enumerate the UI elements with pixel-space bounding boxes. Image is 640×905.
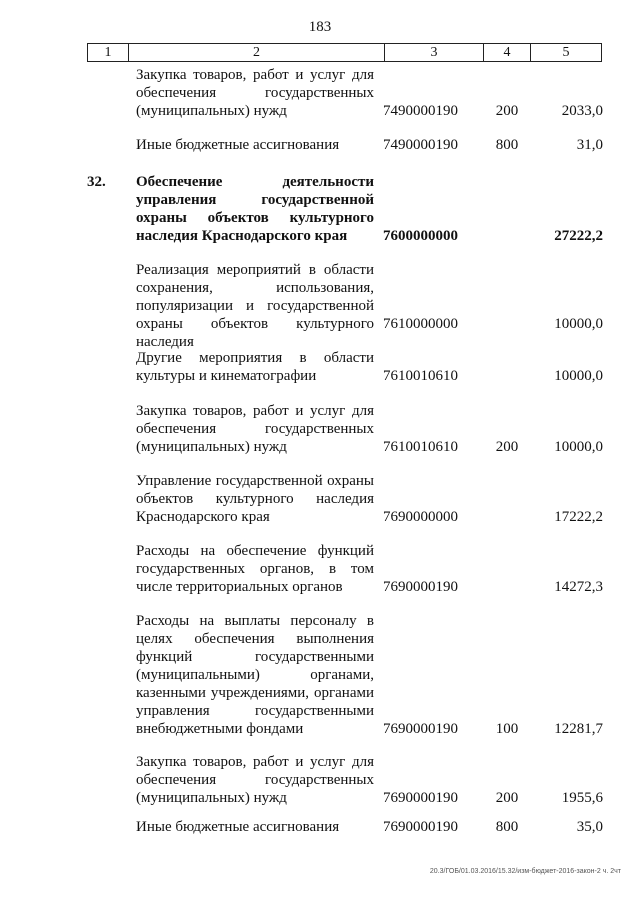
header-col-5: 5 — [531, 44, 602, 62]
row-name: Иные бюджетные ассигнования — [136, 819, 340, 835]
row-csr: 7610000000 — [383, 316, 458, 332]
row-vr: 200 — [495, 439, 519, 455]
row-vr: 200 — [495, 103, 519, 119]
row-sum: 10000,0 — [554, 368, 603, 384]
row-sum: 2033,0 — [561, 103, 603, 119]
document-footer: 20.3/ГОБ/01.03.2016/15.32/изм-бюджет-2016-закон-2 ч. 2чт — [429, 868, 621, 875]
page-number: 183 — [308, 19, 332, 35]
row-csr: 7490000190 — [383, 103, 458, 119]
row-vr: 800 — [495, 819, 519, 835]
row-name: Иные бюджетные ассигнования — [136, 137, 340, 153]
row-csr: 7690000190 — [383, 721, 458, 737]
row-sum: 1955,6 — [561, 790, 603, 806]
column-header-row — [87, 43, 602, 62]
row-sum: 31,0 — [576, 137, 603, 153]
header-col-4: 4 — [484, 44, 531, 62]
row-sum: 10000,0 — [554, 439, 603, 455]
row-csr: 7490000190 — [383, 137, 458, 153]
row-vr: 200 — [495, 790, 519, 806]
row-csr: 7690000000 — [383, 509, 458, 525]
row-name: Закупка товаров, работ и услуг для обеспечения государственных (муниципальных) нужд — [136, 67, 374, 119]
row-sum: 17222,2 — [554, 509, 603, 525]
row-sum: 12281,7 — [554, 721, 603, 737]
row-csr: 7690000190 — [383, 579, 458, 595]
row-name: Реализация мероприятий в области сохранения, использования, популяризации и государственной охраны объектов культурного наследия — [136, 262, 374, 350]
row-csr: 7610010610 — [383, 439, 458, 455]
row-csr: 7690000190 — [383, 819, 458, 835]
row-name: Закупка товаров, работ и услуг для обеспечения государственных (муниципальных) нужд — [136, 403, 374, 455]
row-vr: 800 — [495, 137, 519, 153]
row-csr: 7600000000 — [383, 228, 458, 244]
header-col-2: 2 — [129, 44, 385, 62]
row-name: Закупка товаров, работ и услуг для обеспечения государственных (муниципальных) нужд — [136, 754, 374, 806]
row-name: Обеспечение деятельности управления государственной охраны объектов культурного наследия Краснодарского края — [136, 174, 374, 244]
row-csr: 7690000190 — [383, 790, 458, 806]
row-vr: 100 — [495, 721, 519, 737]
row-sum: 35,0 — [576, 819, 603, 835]
row-name: Расходы на обеспечение функций государственных органов, в том числе территориальных органов — [136, 543, 374, 595]
row-sum: 10000,0 — [554, 316, 603, 332]
row-sum: 27222,2 — [554, 228, 603, 244]
header-col-3: 3 — [385, 44, 484, 62]
row-name: Расходы на выплаты персоналу в целях обеспечения выполнения функций государственными (муниципальными) органами, казенными учреждениями, органами управления государственными внебюджетными фондами — [136, 613, 374, 737]
row-name: Другие мероприятия в области культуры и кинематографии — [136, 350, 374, 384]
row-name: Управление государственной охраны объектов культурного наследия Краснодарского края — [136, 473, 374, 525]
header-col-1: 1 — [88, 44, 129, 62]
section-number: 32. — [87, 174, 106, 190]
row-sum: 14272,3 — [554, 579, 603, 595]
row-csr: 7610010610 — [383, 368, 458, 384]
